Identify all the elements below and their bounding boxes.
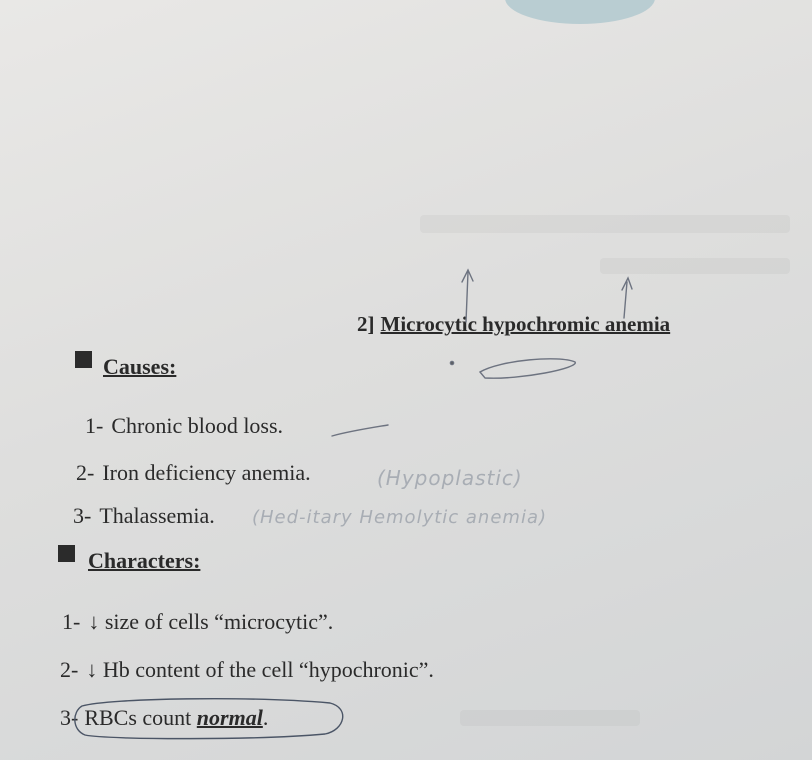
section-title-text: Microcytic hypochromic anemia	[380, 312, 671, 336]
up-arrow-icon	[466, 272, 468, 322]
down-arrow-icon: ↓	[86, 657, 98, 682]
section-number: 2]	[357, 312, 375, 336]
list-item: 3- RBCs count normal.	[60, 705, 269, 730]
up-arrow-icon	[624, 282, 627, 318]
down-arrow-icon: ↓	[88, 609, 100, 634]
handwritten-note: (Hypoplastic)	[377, 466, 523, 490]
causes-heading: Causes:	[103, 354, 177, 379]
handwritten-note: (Hed-itary Hemolytic anemia)	[252, 507, 548, 528]
list-item: 3- Thalassemia.	[73, 503, 215, 528]
list-item: 2- ↓ Hb content of the cell “hypochronic”.	[60, 657, 434, 682]
characters-heading: Characters:	[88, 548, 201, 573]
list-item: 1- Chronic blood loss.	[85, 413, 284, 438]
list-item: 2- Iron deficiency anemia.	[76, 460, 311, 485]
list-item: 1- ↓ size of cells “microcytic”.	[62, 609, 334, 634]
